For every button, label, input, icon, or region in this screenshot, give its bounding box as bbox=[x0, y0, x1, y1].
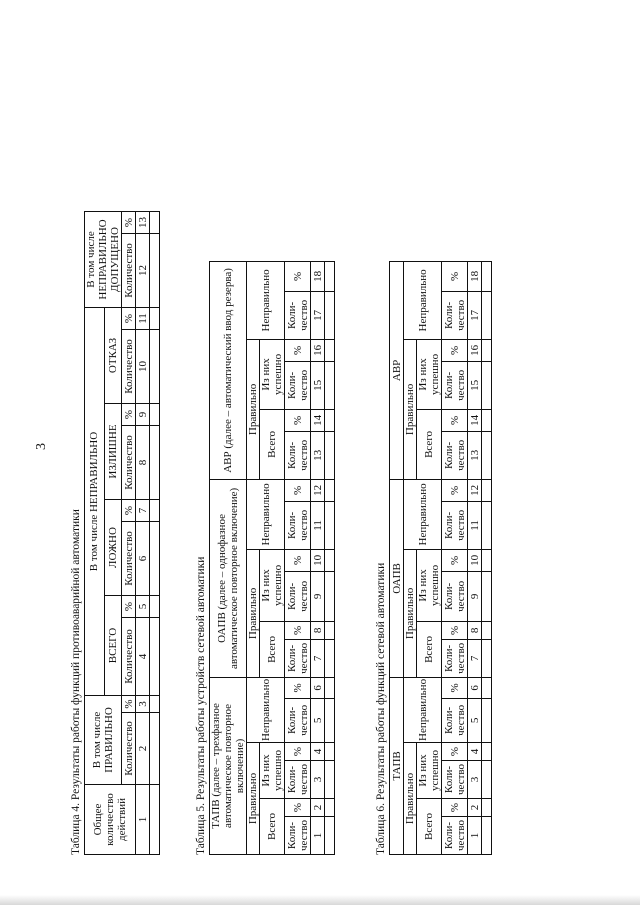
table-row bbox=[482, 261, 492, 854]
t5-correct-header: Правильно bbox=[247, 339, 260, 479]
t5-col-number: 14 bbox=[311, 409, 325, 431]
t4-refusal-header: ОТКАЗ bbox=[104, 308, 121, 404]
t5-qty-header: Коли-чество bbox=[285, 361, 311, 409]
t5-pct-header: % bbox=[285, 743, 311, 761]
t5-col-number: 18 bbox=[311, 261, 325, 291]
t5-col-number: 10 bbox=[311, 549, 325, 571]
t4-correct-header: В том числе ПРАВИЛЬНО bbox=[85, 696, 122, 785]
t4-qty-header: Количество bbox=[122, 330, 136, 404]
t4-pct-header: % bbox=[122, 500, 136, 522]
t5-qty-header: Коли-чество bbox=[285, 817, 311, 855]
t4-col-number: 1 bbox=[136, 785, 150, 855]
t4-pct-header: % bbox=[122, 308, 136, 330]
t6-qty-header: Коли-чество bbox=[442, 571, 468, 621]
t4-col-number: 13 bbox=[136, 212, 150, 234]
t6-col-number: 10 bbox=[468, 549, 482, 571]
t4-col-number: 2 bbox=[136, 713, 150, 785]
t5-avr-header: АВР (далее – автоматический ввод резерва) bbox=[210, 261, 247, 479]
t5-all-header: Всего bbox=[260, 799, 285, 855]
t4-qty-header: Количество bbox=[122, 426, 136, 500]
t5-col-number: 16 bbox=[311, 339, 325, 361]
t5-pct-header: % bbox=[285, 479, 311, 501]
t5-col-number: 6 bbox=[311, 677, 325, 698]
t5-col-number: 11 bbox=[311, 501, 325, 549]
table-4-caption: Таблица 4. Результаты работы функций противоаварийной автоматики bbox=[70, 509, 82, 855]
table-6-block bbox=[375, 40, 492, 855]
table-row bbox=[325, 261, 335, 854]
t5-pct-header: % bbox=[285, 409, 311, 431]
t6-pct-header: % bbox=[442, 799, 468, 817]
t5-pct-header: % bbox=[285, 621, 311, 639]
t6-col-number: 16 bbox=[468, 339, 482, 361]
t5-col-number: 13 bbox=[311, 431, 325, 479]
t6-qty-header: Коли-чество bbox=[442, 639, 468, 677]
t5-col-number: 7 bbox=[311, 639, 325, 677]
t4-col-number: 10 bbox=[136, 330, 150, 404]
t5-col-number: 3 bbox=[311, 761, 325, 799]
t6-pct-header: % bbox=[442, 339, 468, 361]
t6-pct-header: % bbox=[442, 479, 468, 501]
t5-correct-header: Правильно bbox=[247, 549, 260, 677]
t6-col-number: 1 bbox=[468, 817, 482, 855]
t4-col-number: 5 bbox=[136, 596, 150, 618]
table-4-block bbox=[70, 40, 160, 855]
t6-all-header: Всего bbox=[417, 799, 442, 855]
t6-qty-header: Коли-чество bbox=[442, 291, 468, 339]
t4-total-header: ВСЕГО bbox=[104, 596, 121, 696]
t6-correct-header: Правильно bbox=[404, 339, 417, 479]
t5-pct-header: % bbox=[285, 799, 311, 817]
scan-edge-shadow bbox=[0, 895, 640, 905]
t5-incorrect-header: Неправильно bbox=[247, 677, 285, 742]
t4-col-number: 3 bbox=[136, 696, 150, 713]
table-row bbox=[150, 212, 160, 855]
t5-success-header: Из них успешно bbox=[260, 339, 285, 409]
t6-col-number: 13 bbox=[468, 431, 482, 479]
t4-excess-header: ИЗЛИШНЕ bbox=[104, 404, 121, 500]
t4-false-header: ЛОЖНО bbox=[104, 500, 121, 596]
t5-pct-header: % bbox=[285, 677, 311, 698]
t6-col-number: 3 bbox=[468, 761, 482, 799]
t6-col-number: 9 bbox=[468, 571, 482, 621]
t4-col-number: 6 bbox=[136, 522, 150, 596]
t6-incorrect-header: Неправильно bbox=[404, 677, 442, 742]
t5-all-header: Всего bbox=[260, 409, 285, 479]
t6-col-number: 6 bbox=[468, 677, 482, 698]
t5-oapv-header: ОАПВ (далее – однофазное автоматическое повторное включение) bbox=[210, 479, 247, 677]
t5-incorrect-header: Неправильно bbox=[247, 479, 285, 549]
t6-pct-header: % bbox=[442, 549, 468, 571]
t6-col-number: 12 bbox=[468, 479, 482, 501]
t4-col-number: 7 bbox=[136, 500, 150, 522]
t4-col-number: 9 bbox=[136, 404, 150, 426]
t6-success-header: Из них успешно bbox=[417, 743, 442, 799]
t5-incorrect-header: Неправильно bbox=[247, 261, 285, 339]
t5-qty-header: Коли-чество bbox=[285, 291, 311, 339]
t6-all-header: Всего bbox=[417, 621, 442, 677]
t5-col-number: 15 bbox=[311, 361, 325, 409]
t5-col-number: 8 bbox=[311, 621, 325, 639]
page-number: 3 bbox=[34, 443, 49, 450]
t6-success-header: Из них успешно bbox=[417, 549, 442, 621]
t6-col-number: 8 bbox=[468, 621, 482, 639]
t6-pct-header: % bbox=[442, 621, 468, 639]
t6-col-number: 7 bbox=[468, 639, 482, 677]
t5-qty-header: Коли-чество bbox=[285, 639, 311, 677]
t5-pct-header: % bbox=[285, 261, 311, 291]
t5-col-number: 12 bbox=[311, 479, 325, 501]
t6-col-number: 11 bbox=[468, 501, 482, 549]
t6-qty-header: Коли-чество bbox=[442, 501, 468, 549]
table-5 bbox=[209, 261, 335, 855]
table-6 bbox=[389, 261, 492, 855]
t5-all-header: Всего bbox=[260, 621, 285, 677]
t6-col-number: 14 bbox=[468, 409, 482, 431]
t6-qty-header: Коли-чество bbox=[442, 361, 468, 409]
table-5-block bbox=[195, 40, 335, 855]
t6-col-number: 5 bbox=[468, 698, 482, 742]
t5-success-header: Из них успешно bbox=[260, 743, 285, 799]
t6-col-number: 4 bbox=[468, 743, 482, 761]
t5-correct-header: Правильно bbox=[247, 743, 260, 855]
t5-qty-header: Коли-чество bbox=[285, 501, 311, 549]
t6-qty-header: Коли-чество bbox=[442, 761, 468, 799]
t5-col-number: 4 bbox=[311, 743, 325, 761]
t4-col-number: 8 bbox=[136, 426, 150, 500]
t5-col-number: 2 bbox=[311, 799, 325, 817]
t6-avr-header: АВР bbox=[390, 261, 404, 479]
table-5-caption: Таблица 5. Результаты работы устройств сетевой автоматики bbox=[195, 556, 207, 855]
t4-incorrect-header: В том числе НЕПРАВИЛЬНО bbox=[85, 308, 105, 696]
t6-pct-header: % bbox=[442, 677, 468, 698]
table-row bbox=[136, 212, 150, 855]
t6-qty-header: Коли-чество bbox=[442, 698, 468, 742]
t6-pct-header: % bbox=[442, 409, 468, 431]
t5-pct-header: % bbox=[285, 339, 311, 361]
t5-qty-header: Коли-чество bbox=[285, 571, 311, 621]
t4-col-number: 12 bbox=[136, 234, 150, 308]
t6-correct-header: Правильно bbox=[404, 743, 417, 855]
t6-correct-header: Правильно bbox=[404, 549, 417, 677]
table-row bbox=[468, 261, 482, 854]
t6-col-number: 15 bbox=[468, 361, 482, 409]
t6-incorrect-header: Неправильно bbox=[404, 479, 442, 549]
t6-col-number: 2 bbox=[468, 799, 482, 817]
t5-success-header: Из них успешно bbox=[260, 549, 285, 621]
t5-pct-header: % bbox=[285, 549, 311, 571]
table-4 bbox=[84, 211, 160, 855]
t5-tapv-header: ТАПВ (далее – трехфазное автоматическое повторное включение) bbox=[210, 677, 247, 854]
t4-qty-header: Количество bbox=[122, 522, 136, 596]
t4-qty-header: Количество bbox=[122, 713, 136, 785]
t6-qty-header: Коли-чество bbox=[442, 431, 468, 479]
t4-pct-header: % bbox=[122, 596, 136, 618]
t4-col-number: 11 bbox=[136, 308, 150, 330]
t6-col-number: 17 bbox=[468, 291, 482, 339]
t5-col-number: 5 bbox=[311, 698, 325, 742]
t6-pct-header: % bbox=[442, 743, 468, 761]
t5-col-number: 9 bbox=[311, 571, 325, 621]
t6-success-header: Из них успешно bbox=[417, 339, 442, 409]
t6-col-number: 18 bbox=[468, 261, 482, 291]
table-row bbox=[311, 261, 325, 854]
t4-total-actions-header: Общее количество действий bbox=[85, 785, 136, 855]
t4-qty-header: Количество bbox=[122, 234, 136, 308]
t6-pct-header: % bbox=[442, 261, 468, 291]
t5-qty-header: Коли-чество bbox=[285, 698, 311, 742]
t5-col-number: 1 bbox=[311, 817, 325, 855]
t5-qty-header: Коли-чество bbox=[285, 761, 311, 799]
table-6-caption: Таблица 6. Результаты работы функций сетевой автоматики bbox=[375, 562, 387, 855]
t6-qty-header: Коли-чество bbox=[442, 817, 468, 855]
t4-incorrect-allowed-header: В том числе НЕПРАВИЛЬНО ДОПУЩЕНО bbox=[85, 212, 122, 308]
t6-tapv-header: ТАПВ bbox=[390, 677, 404, 854]
t6-incorrect-header: Неправильно bbox=[404, 261, 442, 339]
t5-col-number: 17 bbox=[311, 291, 325, 339]
t6-oapv-header: ОАПВ bbox=[390, 479, 404, 677]
t4-pct-header: % bbox=[122, 696, 136, 713]
t6-all-header: Всего bbox=[417, 409, 442, 479]
t4-col-number: 4 bbox=[136, 618, 150, 696]
t4-qty-header: Количество bbox=[122, 618, 136, 696]
t5-qty-header: Коли-чество bbox=[285, 431, 311, 479]
t4-pct-header: % bbox=[122, 212, 136, 234]
t4-pct-header: % bbox=[122, 404, 136, 426]
